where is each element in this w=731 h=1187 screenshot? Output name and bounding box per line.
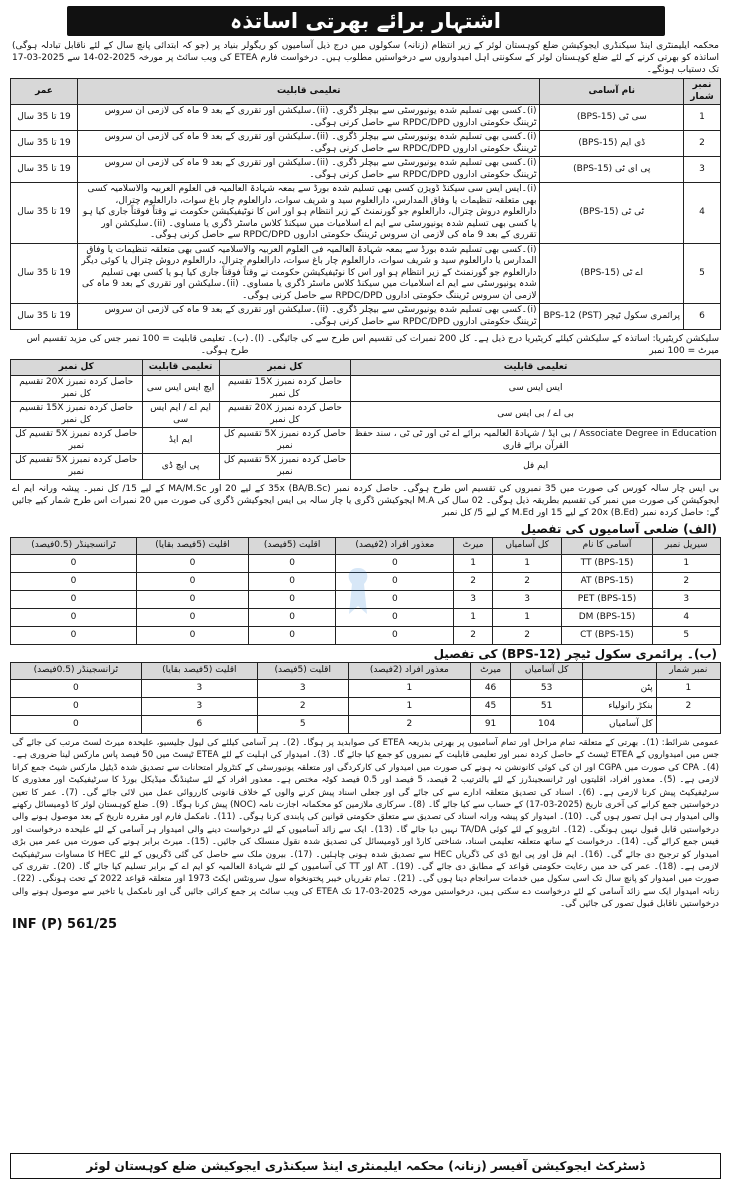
signature-office: ڈسٹرکٹ ایجوکیشن آفیسر (زنانہ) محکمہ ایلیمنٹری اینڈ سیکنڈری ایجوکیشن ضلع کوہستان لوئر bbox=[10, 1153, 721, 1179]
pst-header bbox=[583, 663, 656, 680]
table-row bbox=[11, 402, 721, 428]
cell: 6 bbox=[141, 716, 257, 734]
cell: کل آسامیاں bbox=[583, 716, 656, 734]
marks-cell: حاصل کردہ نمبرز 5X تقسیم کل نمبر bbox=[219, 454, 350, 480]
district-posts-heading: (الف) ضلعی آسامیوں کی تفصیل bbox=[520, 522, 717, 536]
cell: PET (BPS-15) bbox=[562, 591, 652, 609]
row-serial: 3 bbox=[684, 157, 721, 183]
cell: 0 bbox=[336, 591, 454, 609]
marks-table-header bbox=[11, 360, 721, 376]
cell: 53 bbox=[511, 680, 583, 698]
marks-cell: حاصل کردہ نمبرز 20X تقسیم کل نمبر bbox=[219, 402, 350, 428]
marks-cell: ایم اے / ایم ایس سی bbox=[142, 402, 219, 428]
cell: AT (BPS-15) bbox=[562, 573, 652, 591]
cell: 0 bbox=[136, 591, 248, 609]
row-post: اے ٹی (BPS-15) bbox=[540, 243, 684, 304]
advertisement-title: اشتہار برائے بھرتی اساتذہ bbox=[67, 6, 665, 36]
marks-table bbox=[10, 359, 721, 480]
cell: 2 bbox=[492, 627, 562, 645]
row-serial: 6 bbox=[684, 304, 721, 330]
cell: 1 bbox=[454, 609, 492, 627]
row-serial: 5 bbox=[684, 243, 721, 304]
cell: 0 bbox=[11, 698, 142, 716]
cell bbox=[656, 716, 720, 734]
district-header: ٹرانسجینڈر (0.5فیصد) bbox=[11, 538, 137, 555]
row-age: 19 تا 35 سال bbox=[11, 183, 78, 244]
marks-cell: حاصل کردہ نمبرز 5X تقسیم کل نمبر bbox=[11, 454, 143, 480]
cell: 4 bbox=[652, 609, 720, 627]
row-age: 19 تا 35 سال bbox=[11, 243, 78, 304]
cell: 2 bbox=[348, 716, 471, 734]
cell: 91 bbox=[471, 716, 511, 734]
cell: 0 bbox=[11, 716, 142, 734]
table-row bbox=[11, 105, 721, 131]
cell: پٹن bbox=[583, 680, 656, 698]
row-age: 19 تا 35 سال bbox=[11, 105, 78, 131]
row-qualification: (i)۔کسی بھی تسلیم شدہ بورڈ سے بمعہ شہادۃ العالمیہ فی العلوم العربیہ والاسلامیہ کسی بھی متعلقہ تنظیمات یا وفاق المدارس یا دارالعلوم سید و شریف سوات، دارالعلوم چار باغ سوات، دارالعلوم چترال، دارالعلوم دروش چترال یا کوئی دیگر دارالعلوم جو گورنمنٹ کے زیر انتظام ہو اور اس کا نوٹیفیکیشن حکومت نے وقتاً فوقتاً جاری کیا ہو یا کسی بھی تسلیم شدہ یونیورسٹی سے ایم اے اسلامیات میں سیکنڈ کلاس ماسٹر ڈگری یا مساوی۔ (ii)۔سلیکشن اور تقرری کے بعد 9 ماہ کی لازمی ان سروس ٹریننگ حکومتی اداروں RPDC/DPD سے حاصل کرنی ہوگی۔ bbox=[78, 243, 540, 304]
row-qualification: (i)۔ایس ایس سی سیکنڈ ڈویژن کسی بھی تسلیم شدہ بورڈ سے بمعہ شہادۃ العالمیہ فی العلوم العربیہ والاسلامیہ کسی بھی متعلقہ تنظیمات یا وفاق المدارس، دارالعلوم سید و شریف سوات، دارالعلوم چار باغ سوات، دارالعلوم چترال، دارالعلوم دروش چترال، دارالعلوم جو گورنمنٹ کے زیر انتظام ہو اور اس کا نوٹیفیکیشن حکومت نے وقتاً فوقتاً جاری کیا ہو یا کسی بھی تسلیم شدہ یونیورسٹی سے ایم اے اسلامیات میں سیکنڈ کلاس ماسٹر ڈگری یا مساوی۔ (ii)۔سلیکشن اور تقرری کے بعد 9 ماہ کی لازمی ان سروس ٹریننگ حکومتی اداروں RPDC/DPD سے حاصل کرنی ہوگی۔ bbox=[78, 183, 540, 244]
row-age: 19 تا 35 سال bbox=[11, 131, 78, 157]
cell: 51 bbox=[511, 698, 583, 716]
cell: 0 bbox=[248, 591, 335, 609]
pst-table-header bbox=[11, 663, 721, 680]
row-qualification: (i)۔کسی بھی تسلیم شدہ یونیورسٹی سے بیچلر ڈگری۔ (ii)۔سلیکشن اور تقرری کے بعد 9 ماہ کی لازمی ان سروس ٹریننگ حکومتی اداروں RPDC/DPD سے حاصل کرنی ہوگی۔ bbox=[78, 304, 540, 330]
marks-cell: حاصل کردہ نمبرز 5X تقسیم کل نمبر bbox=[219, 428, 350, 454]
cell: 0 bbox=[136, 627, 248, 645]
table-row bbox=[11, 454, 721, 480]
cell: 0 bbox=[248, 555, 335, 573]
district-header: میرٹ bbox=[454, 538, 492, 555]
row-serial: 4 bbox=[684, 183, 721, 244]
row-serial: 2 bbox=[684, 131, 721, 157]
cell: CT (BPS-15) bbox=[562, 627, 652, 645]
pst-posts-table bbox=[10, 662, 721, 734]
cell: 5 bbox=[257, 716, 348, 734]
marks-cell: حاصل کردہ نمبرز 20X تقسیم کل نمبر bbox=[11, 376, 143, 402]
inf-number: INF (P) 561/25 bbox=[12, 916, 118, 932]
marks-cell: پی ایچ ڈی bbox=[142, 454, 219, 480]
header-post: نام آسامی bbox=[540, 79, 684, 105]
district-header: اقلیت (5فیصد) bbox=[248, 538, 335, 555]
cell: 3 bbox=[141, 680, 257, 698]
cell: 3 bbox=[141, 698, 257, 716]
cell: 0 bbox=[336, 609, 454, 627]
table-row bbox=[11, 698, 721, 716]
pst-posts-heading: (ب)۔ پرائمری سکول ٹیچر (BPS-12) کی تفصیل bbox=[433, 647, 717, 661]
cell: TT (BPS-15) bbox=[562, 555, 652, 573]
general-terms: عمومی شرائط: (1)۔ بھرتی کے متعلقہ تمام مراحل اور تمام آسامیوں پر بھرتی بذریعہ ETEA کی صوابدید پر ہوگا۔ (2)۔ ہر آسامی کیلئے کی لیول جلیسیو، علیحدہ میرٹ لسٹ مرتب کی جائے گی جس میں امیدواروں کے ETEA ٹیسٹ کے حاصل کردہ نمبر اور تعلیمی قابلیت کے نمبروں کو جمع کیا جائے گا۔ (3)۔ امیدوار کی اہلیت کے لئے ETEA ٹیسٹ میں 50 فیصد پاس مارکس لینا ضروری ہے۔ (4)۔ CPA کی صورت میں CGPA اور ان کی کوئی کانونشن نہ ہونے کی صورت میں امیدوار کی کارکردگی اور متعلقہ یونیورسٹی کے کنٹرولر امتحانات سے تصدیق شدہ ڈیٹیل مارکس شیٹ جمع کرانا لازمی ہے۔ (5)۔ معذور افراد، اقلیتوں اور ٹرانسجینڈرز کے لئے بالترتیب 2 فیصد، 5 فیصد اور 0.5 فیصد کوٹہ مختص ہے۔ معذور افراد کے لئے سٹینڈنگ میڈیکل بورڈ کا سرٹیفیکیٹ اور معذوری کا سرٹیفیکیٹ پیش کرنا لازمی ہے۔ (6)۔ اسناد کی تصدیق متعلقہ ادارے سے کی جائے گی اور جعلی اسناد پیش کرنے والوں کے خلاف قانونی کارروائی عمل میں لائی جائے گی۔ (7)۔ عمر کا تعین درخواستیں جمع کرانے کی آخری تاریخ (2025-03-17) کے حساب سے کیا جائے گا۔ (8)۔ سرکاری ملازمین کو محکمانہ اجازت نامہ (NOC) پیش کرنا ہوگا۔ (9)۔ ضلع کوہستان لوئر کا ڈومیسائل رکھنے والی امیدوار ہی اہل تصور ہوں گی۔ (10)۔ امیدوار کو پیشہ ورانہ اسناد کی تصدیق سے متعلق حکومتی قوانین کی پابندی کرنا ہوگی۔ (11)۔ نامکمل فارم اور مقررہ تاریخ کے بعد موصول ہونے والی درخواستیں قابل قبول نہیں ہونگی۔ (12)۔ انٹرویو کے لئے کوئی TA/DA نہیں دیا جائے گا۔ (13)۔ ایک سے زائد آسامیوں کے لئے درخواست دینے والی امیدوار ہر آسامی کے لئے علیحدہ درخواست اور فیس جمع کرائے گی۔ (14)۔ درخواست کے ساتھ متعلقہ تعلیمی اسناد، شناختی کارڈ اور ڈومیسائل کی تصدیق شدہ نقول منسلک کی جائیں۔ (15)۔ میرٹ برابر ہونے کی صورت میں عمر میں بڑی امیدوار کو ترجیح دی جائے گی۔ (16)۔ ایم فل اور پی ایچ ڈی کی ڈگریاں HEC سے تصدیق شدہ ہونی چاہئیں۔ (17)۔ بیرون ملک سے حاصل کی گئی ڈگریوں کے لئے HEC کا مساوات سرٹیفیکیٹ لازمی ہے۔ (18)۔ عمر کی حد میں رعایت حکومتی قواعد کے مطابق دی جائے گی۔ (19)۔ AT اور TT کی آسامیوں کے لئے شہادۃ العالمیہ کو ایم اے کے برابر تسلیم کیا جائے گا۔ (20)۔ تقرری کی صورت میں امیدوار کو پانچ سال تک اسی سکول میں خدمات سرانجام دینا ہوں گی۔ (21)۔ تمام تقرریاں خیبر پختونخواہ سول سرونٹس ایکٹ 1973 اور متعلقہ قواعد 2022 کے تحت ہونگی۔ (22)۔ زنانہ امیدوار ایک سے زائد آسامی کے لئے درخواست دے سکتی ہیں، درخواستیں مورخہ 2025-03-17 تک ETEA کی ویب سائٹ پر جمع کرائی جائیں گی اور نامکمل یا تاخیر سے موصول ہونے والی درخواستیں ناقابل قبول تصور کی جائیں گی۔ bbox=[12, 738, 720, 910]
watermark-icon bbox=[343, 566, 373, 616]
criteria-merit: سلیکشن کریٹیریا: اساتذہ کے سلیکشن کیلئے کریٹیریا درج ذیل ہے۔ کل 200 نمبرات کی تقسیم اس طرح سے کی جائیگی۔ (ا)۔ میرٹ = 100 نمبر bbox=[249, 334, 719, 356]
district-table-header bbox=[11, 538, 721, 555]
cell: 45 bbox=[471, 698, 511, 716]
criteria-education: (ب)۔ تعلیمی قابلیت = 100 نمبر جس کی مزید تقسیم اس طرح ہوگی۔ bbox=[26, 334, 249, 356]
table-row bbox=[11, 428, 721, 454]
marks-cell: ایم ایڈ bbox=[142, 428, 219, 454]
cell: 1 bbox=[492, 555, 562, 573]
marks-header: کل نمبر bbox=[11, 360, 143, 376]
header-qualification: تعلیمی قابلیت bbox=[78, 79, 540, 105]
district-header: سیریل نمبر bbox=[652, 538, 720, 555]
header-age: عمر bbox=[11, 79, 78, 105]
cell: DM (BPS-15) bbox=[562, 609, 652, 627]
cell: 3 bbox=[454, 591, 492, 609]
row-qualification: (i)۔کسی بھی تسلیم شدہ یونیورسٹی سے بیچلر ڈگری۔ (ii)۔سلیکشن اور تقرری کے بعد 9 ماہ کی لازمی ان سروس ٹریننگ حکومتی اداروں RPDC/DPD سے حاصل کرنی ہوگی۔ bbox=[78, 157, 540, 183]
cell: 0 bbox=[248, 609, 335, 627]
cell: 0 bbox=[136, 573, 248, 591]
cell: 1 bbox=[492, 609, 562, 627]
cell: 0 bbox=[136, 609, 248, 627]
row-post: پی ای ٹی (BPS-15) bbox=[540, 157, 684, 183]
table-row bbox=[11, 376, 721, 402]
marks-header: تعلیمی قابلیت bbox=[351, 360, 721, 376]
table-row bbox=[11, 243, 721, 304]
intro-paragraph: محکمہ ایلیمنٹری اینڈ سیکنڈری ایجوکیشن ضلع کوہستان لوئر کے زیر انتظام (زنانہ) سکولوں میں درج ذیل آسامیوں کو ریگولر بنیاد پر (جو کہ ابتدائی پانچ سال کے لئے ناقابل تبادلہ ہوگی) اساتذہ کو بھرتی کرنے کے لئے ضلع کوہستان لوئر کے سکونتی اہل امیدواروں سے درخواستیں مطلوب ہیں۔ درخواست فارم ETEA کی ویب سائٹ پر مورخہ 2025-02-14 سے 2025-03-17 تک دستیاب ہونگے۔ bbox=[12, 41, 719, 75]
marks-header: کل نمبر bbox=[219, 360, 350, 376]
row-age: 19 تا 35 سال bbox=[11, 157, 78, 183]
row-post: سی ٹی (BPS-15) bbox=[540, 105, 684, 131]
pst-header: کل آسامیاں bbox=[511, 663, 583, 680]
cell: 0 bbox=[11, 609, 137, 627]
table-row bbox=[11, 183, 721, 244]
table-row bbox=[11, 680, 721, 698]
district-header: معذور افراد (2فیصد) bbox=[336, 538, 454, 555]
district-header: آسامی کا نام bbox=[562, 538, 652, 555]
marks-cell: حاصل کردہ نمبرز 5X تقسیم کل نمبر bbox=[11, 428, 143, 454]
cell: 0 bbox=[248, 573, 335, 591]
row-post: پرائمری سکول ٹیچر (PST) BPS-12 bbox=[540, 304, 684, 330]
cell: 104 bbox=[511, 716, 583, 734]
cell: 0 bbox=[11, 573, 137, 591]
cell: 0 bbox=[336, 573, 454, 591]
table-row bbox=[11, 131, 721, 157]
marks-cell: ایچ ایس ایس سی bbox=[142, 376, 219, 402]
cell: 0 bbox=[136, 555, 248, 573]
marks-cell: حاصل کردہ نمبرز 15X تقسیم کل نمبر bbox=[11, 402, 143, 428]
cell: 2 bbox=[257, 698, 348, 716]
pst-header: معذور افراد (2فیصد) bbox=[348, 663, 471, 680]
cell: 0 bbox=[11, 680, 142, 698]
cell: 3 bbox=[492, 591, 562, 609]
marks-note: بی ایس چار سالہ کورس کی صورت میں 35 نمبروں کی تقسیم اس طرح ہوگی۔ حاصل کردہ نمبر 35x (BA/B.Sc) کے لیے 20 اور MA/M.Sc کے لیے 15/ کل نمبر۔ پیشہ ورانہ ایم اے ایجوکیشن کی صورت میں نمبر کی تقسیم بطریقہ ذیل ہوگی۔ 02 سال کی M.A ایجوکیشن ڈگری یا چار سالہ بی ایس ایجوکیشن ڈگری کی صورت میں 20 نمبرات اس طرح شمار کیے جائیں گے: حاصل کردہ نمبر 20x (B.Ed) کے لیے 15 اور M.Ed کے لیے 5/ کل نمبر bbox=[12, 484, 720, 518]
row-age: 19 تا 35 سال bbox=[11, 304, 78, 330]
posts-table bbox=[10, 78, 721, 330]
table-row bbox=[11, 627, 721, 645]
cell: 46 bbox=[471, 680, 511, 698]
marks-cell: حاصل کردہ نمبرز 15X تقسیم کل نمبر bbox=[219, 376, 350, 402]
selection-criteria bbox=[12, 333, 719, 357]
header-serial: نمبر شمار bbox=[684, 79, 721, 105]
marks-header: تعلیمی قابلیت bbox=[142, 360, 219, 376]
cell: 0 bbox=[11, 627, 137, 645]
marks-cell: ایس ایس سی bbox=[351, 376, 721, 402]
row-post: ٹی ٹی (BPS-15) bbox=[540, 183, 684, 244]
posts-table-header bbox=[11, 79, 721, 105]
table-row bbox=[11, 716, 721, 734]
cell: 0 bbox=[11, 555, 137, 573]
cell: 1 bbox=[656, 680, 720, 698]
cell: 5 bbox=[652, 627, 720, 645]
marks-cell: بی اے / بی ایس سی bbox=[351, 402, 721, 428]
cell: 1 bbox=[454, 555, 492, 573]
cell: 0 bbox=[336, 555, 454, 573]
cell: 0 bbox=[336, 627, 454, 645]
cell: 2 bbox=[656, 698, 720, 716]
cell: 0 bbox=[248, 627, 335, 645]
row-post: ڈی ایم (BPS-15) bbox=[540, 131, 684, 157]
marks-cell: ایم فل bbox=[351, 454, 721, 480]
row-serial: 1 bbox=[684, 105, 721, 131]
advertisement-page bbox=[0, 6, 731, 1187]
cell: 3 bbox=[257, 680, 348, 698]
pst-header: ٹرانسجینڈر (0.5فیصد) bbox=[11, 663, 142, 680]
district-header: کل آسامیاں bbox=[492, 538, 562, 555]
cell: 2 bbox=[454, 573, 492, 591]
cell: 2 bbox=[492, 573, 562, 591]
marks-cell: Associate Degree in Education / بی ایڈ / شہادۃ العالمیہ برائے اے ٹی اور ٹی ٹی ، سند حفظ القرآن برائے قاری bbox=[351, 428, 721, 454]
pst-header: اقلیت (5فیصد) bbox=[257, 663, 348, 680]
row-qualification: (i)۔کسی بھی تسلیم شدہ یونیورسٹی سے بیچلر ڈگری۔ (ii)۔سلیکشن اور تقرری کے بعد 9 ماہ کی لازمی ان سروس ٹریننگ حکومتی اداروں RPDC/DPD سے حاصل کرنی ہوگی۔ bbox=[78, 105, 540, 131]
cell: 3 bbox=[652, 591, 720, 609]
table-row bbox=[11, 304, 721, 330]
cell: بنکڑ رانولیاء bbox=[583, 698, 656, 716]
cell: 2 bbox=[454, 627, 492, 645]
table-row bbox=[11, 157, 721, 183]
cell: 1 bbox=[348, 680, 471, 698]
cell: 1 bbox=[652, 555, 720, 573]
pst-header: میرٹ bbox=[471, 663, 511, 680]
pst-header: اقلیت (5فیصد بقایا) bbox=[141, 663, 257, 680]
pst-header: نمبر شمار bbox=[656, 663, 720, 680]
cell: 2 bbox=[652, 573, 720, 591]
district-header: اقلیت (5فیصد بقایا) bbox=[136, 538, 248, 555]
cell: 1 bbox=[348, 698, 471, 716]
row-qualification: (i)۔کسی بھی تسلیم شدہ یونیورسٹی سے بیچلر ڈگری۔ (ii)۔سلیکشن اور تقرری کے بعد 9 ماہ کی لازمی ان سروس ٹریننگ حکومتی اداروں RPDC/DPD سے حاصل کرنی ہوگی۔ bbox=[78, 131, 540, 157]
cell: 0 bbox=[11, 591, 137, 609]
